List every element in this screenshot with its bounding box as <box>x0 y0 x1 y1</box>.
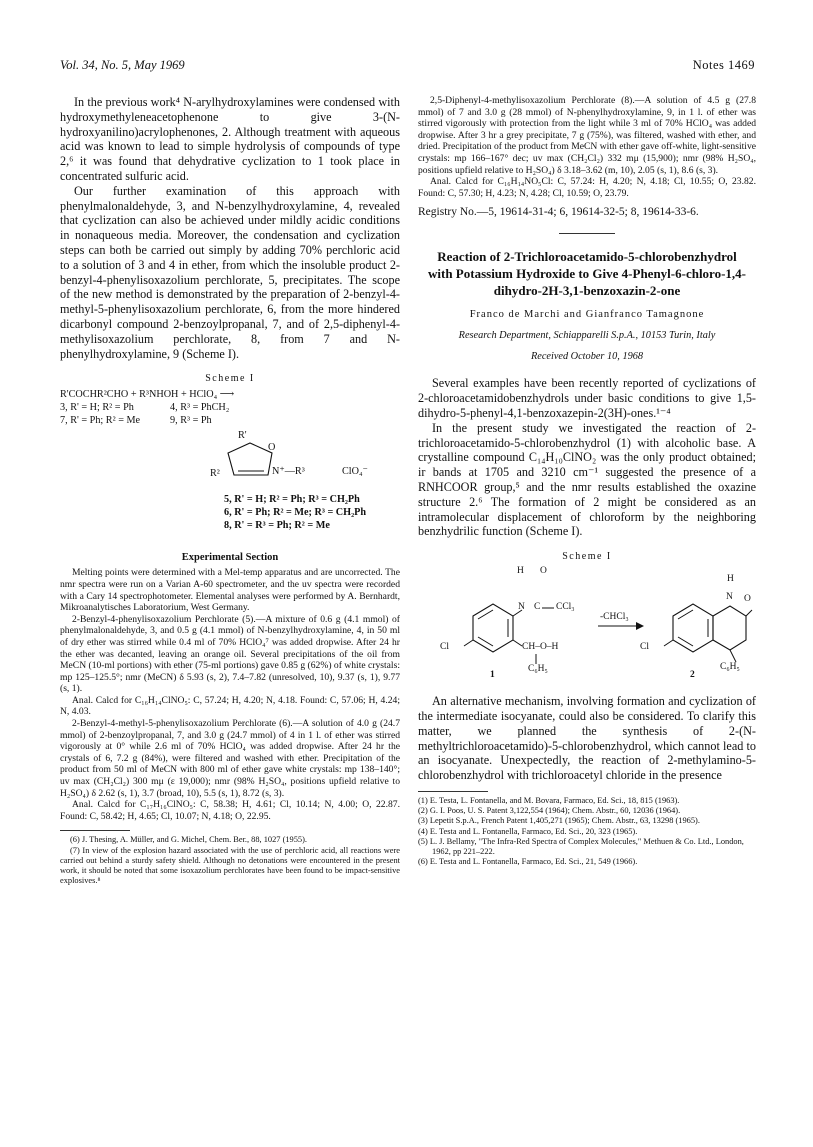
ring-substituent: R² <box>210 468 220 480</box>
scheme-title: Scheme I <box>562 551 612 563</box>
atom-label: CH–O–H <box>522 642 559 653</box>
footnote-rule <box>418 791 488 792</box>
reference-list <box>418 796 756 867</box>
scheme-reagent-label: 7, R' = Ph; R² = Me <box>60 415 141 427</box>
author-affiliation: Research Department, Schiapparelli S.p.A., 10153 Turin, Italy <box>458 330 716 342</box>
article-authors: Franco de Marchi and Gianfranco Tamagnone <box>469 309 705 321</box>
registry-numbers: Registry No.—5, 19614-31-4; 6, 19614-32-5; 8, 19614-33-6. <box>418 206 699 219</box>
paragraph: In the present study we investigated the reaction of 2-trichloroacetamido-5-chlorobenzhydrol (1) with alcoholic base. A crystalline compound C₁₄H₁₀ClNO₂ was the only product obtained; ir bands at 1705 and 3210 cm⁻¹ suggested the presence of a RNHCOOR group,⁵ and the nmr results established the oxazine structure 2.⁶ The formation of 2 might be considered as an intramolecular displacement of chloroform by the neighboring benzhydrilic function (Scheme I). <box>418 420 756 539</box>
paragraph: Melting points were determined with a Mel-temp apparatus and are uncorrected. The nmr spectra were run on a Varian A-60 spectrometer, and the uv spectra were recorded with a Cary 14 spectrophotometer. Elemental analyses were performed by A. Bernhardt, Mikroanalytisches Laboratorium, West Germany. <box>60 567 400 614</box>
paragraph: Our further examination of this approach with phenylmalonaldehyde, 3, and N-benzylhydroxylamine, 4, revealed that cyclization can also be achieved under mildly acidic conditions in nonaqueous media. Moreover, the condensation and cyclization steps can both be carried out simply by adding 70% perchloric acid to a solution of 3 and 4 in ether, from which the insoluble product 2-benzyl-4-phenylisoxazolium perchlorate, 5, precipitates. The scope of the new method is demonstrated by the preparation of 2-benzyl-4-methyl-5-phenylisoxazolium perchlorate, 6, from the more hindered dicarbonyl compound 2-benzoylpropanal, 7, and of 2,5-diphenyl-4-methylisoxazolium perchlorate, 8, from 7 and N-phenylhydroxylamine, 9 (Scheme I). <box>60 183 400 361</box>
atom-label: Cl <box>640 642 649 653</box>
running-header-volume: Vol. 34, No. 5, May 1969 <box>60 58 185 72</box>
reference-item: (5) L. J. Bellamy, "The Infra-Red Spectra of Complex Molecules," Methuen & Co. Ltd., London, 1962, pp 221–222. <box>418 836 744 856</box>
scheme-equation: R'COCHR²CHO + R³NHOH + HClO₄ ⟶ <box>60 389 235 401</box>
paragraph: Anal. Calcd for C₁₇H₁₆ClNO₅: C, 58.38; H, 4.61; Cl, 10.14; N, 4.00; O, 22.87. Found: C, 58.42; H, 4.65; Cl, 10.07; N, 4.18; O, 22.95. <box>60 799 400 822</box>
atom-label: C <box>534 602 541 613</box>
atom-label: CCl₃ <box>556 602 575 613</box>
compound-number: 2 <box>690 670 695 681</box>
atom-label: N <box>726 592 733 603</box>
article-title: Reaction of 2-Trichloroacetamido-5-chlorobenzhydrol with Potassium Hydroxide to Give 4-Phenyl-6-chloro-1,4-dihydro-2H-3,1-benzoxazin-2-one <box>428 249 747 299</box>
ring-atom: O <box>268 442 276 454</box>
product-label: 5, R' = H; R² = Ph; R³ = CH₂Ph <box>224 494 360 506</box>
isoxazolium-ring-structure <box>60 429 400 493</box>
paragraph: 2-Benzyl-4-methyl-5-phenylisoxazolium Perchlorate (6).—A solution of 4.0 g (24.7 mmol) of 2-benzoylpropanal, 7, and 3.0 g (24.7 mmol) of 4 in 1 l. of ether was stirred vigorously at 0° while 2.6 ml of 70% HClO₄ was added dropwise. After 24 hr the crystals of 6, 7.2 g (84%), were filtered and washed with ether. Precipitation of the product from 50 ml of MeCN with 800 ml of ether gave white crystals: mp 138–140°; uv max (CH₂Cl₂) 300 mμ (ε 19,000); nmr (98% H₂SO₄, positions upfield relative to H₂SO₄) δ 2.62 (s, 1), 3.7 (broad, 10), 5.5 (s, 1), 8.72 (s, 3). <box>60 718 400 799</box>
reaction-condition: -CHCl₃ <box>600 612 629 623</box>
right-column <box>418 95 756 867</box>
counter-ion: ClO₄⁻ <box>342 466 368 478</box>
atom-label: H <box>517 566 524 577</box>
section-heading: Experimental Section <box>181 552 279 564</box>
paragraph: An alternative mechanism, involving formation and cyclization of the intermediate isocyanate, could also be considered. To clarify this matter, we planned the synthesis of 2-(N-methyltrichloroacetamido)-5-chlorobenzhydrol, which cannot lead to an isocyanate. Unexpectedly, the reaction of 2-methylamino-5-chlorobenzhydrol with trichloroacetyl chloride in the presence <box>418 694 756 783</box>
paragraph: Anal. Calcd for C₁₆H₁₄ClNO₅: C, 57.24; H, 4.20; N, 4.18. Found: C, 57.06; H, 4.24; N, 4.03. <box>60 694 400 718</box>
reference-item: (1) E. Testa, L. Fontanella, and M. Bovara, Farmaco, Ed. Sci., 18, 815 (1963). <box>418 795 680 805</box>
atom-label: N <box>518 602 525 613</box>
scheme-reagent-label: 3, R' = H; R² = Ph <box>60 402 134 414</box>
reference-item: (6) E. Testa and L. Fontanella, Farmaco, Ed. Sci., 21, 549 (1966). <box>418 857 638 867</box>
atom-label: C₆H₅ <box>720 662 740 673</box>
benzoxazinone-reaction-structure <box>418 566 756 686</box>
paragraph: 2,5-Diphenyl-4-methylisoxazolium Perchlorate (8).—A solution of 4.5 g (27.8 mmol) of 7 and 3.0 g (28 mmol) of N-phenylhydroxylamine, 9, in 1 l. of ether was stirred vigorously with protection from the light while 3 ml of 70% HClO₄ was added dropwise. After 3 hr a grey precipitate, 7 g (75%), was filtered, washed with ether, and dried. Precipitation of the product from MeCN with ether gave off-white, light-sensitive crystals: mp 166–167° dec; uv max (CH₂Cl₂) 332 mμ (15,900); nmr (98% H₂SO₄, positions upfield relative to H₂SO₄) δ 3.18–3.62 (m, 10), 2.05 (s, 1), 8.6 (s, 3). <box>418 95 756 176</box>
product-label: 8, R' = R³ = Ph; R² = Me <box>224 520 330 532</box>
paragraph: Several examples have been recently reported of cyclizations of 2-chloroacetamidobenzhydrols under basic conditions to give 1,5-dihydro-5-phenyl-4,1-benzoxazepin-2(3H)-ones.¹⁻⁴ <box>418 376 756 420</box>
footnote: (7) In view of the explosion hazard associated with the use of perchloric acid, all reactions were carried out behind a sturdy safety shield. Although no detonations were encountered in the present work, it should be noted that some isoxazolium perchlorates have been found to be impact-sensitive explosives.⁸ <box>60 845 400 886</box>
scheme-reagent-label: 4, R³ = PhCH₂ <box>170 402 230 414</box>
left-column <box>60 95 400 886</box>
paragraph: In the previous work⁴ N-arylhydroxylamines were condensed with hydroxymethyleneacetophenone to give 3-(N-hydroxyanilino)acrylophenones, 2. Although treatment with aqueous acid was known to lead to simple hydrolysis of compounds of type 2,⁶ it was found that dehydrative cyclization to 1 took place in concentrated sulfuric acid. <box>60 95 400 183</box>
footnote-rule <box>60 830 130 831</box>
scheme-1-right <box>418 566 756 686</box>
reference-item: (3) Lepetit S.p.A., French Patent 1,405,271 (1965); Chem. Abstr., 63, 13298 (1965). <box>418 816 700 826</box>
scheme-1-left <box>60 388 400 532</box>
atom-label: O <box>744 594 751 605</box>
scheme-reagent-label: 9, R³ = Ph <box>170 415 212 427</box>
atom-label: Cl <box>440 642 449 653</box>
product-label: 6, R' = Ph; R² = Me; R³ = CH₂Ph <box>224 507 367 519</box>
article-divider <box>559 233 615 234</box>
footnote: (6) J. Thesing, A. Müller, and G. Michel, Chem. Ber., 88, 1027 (1955). <box>70 835 308 845</box>
paragraph: 2-Benzyl-4-phenylisoxazolium Perchlorate (5).—A mixture of 0.6 g (4.1 mmol) of phenylmalonaldehyde, 3, and 0.5 g (4.1 mmol) of N-benzylhydroxylamine, 4, in 50 ml of dry ether was stirred while 0.4 ml of 70% HClO₄⁷ was added dropwise. After 24 hr the ether was decanted, leaving an orange oil. Several precipitations of the oil from MeCN (10-ml portions) with ether (75-ml portions) gave 0.85 g (62%) of white crystals: mp 125–125.5°; nmr (MeCN) δ 5.93 (s, 2), 7.4–7.82 (unresolved, 10), 9.37 (s, 1), 9.77 (s, 1). <box>60 613 400 695</box>
compound-number: 1 <box>490 670 495 681</box>
paragraph: Anal. Calcd for C₁₆H₁₄NO₅Cl: C, 57.24: H, 4.20; N, 4.18; Cl, 10.55; O, 23.82. Found: C, 57.30; H, 4.23; N, 4.28; Cl, 10.59; O, 23.79. <box>418 176 756 199</box>
reference-item: (4) E. Testa and L. Fontanella, Farmaco, Ed. Sci., 20, 323 (1965). <box>418 826 638 836</box>
scheme-title: Scheme I <box>205 373 255 385</box>
running-header-page: Notes 1469 <box>692 58 755 72</box>
reference-item: (2) G. I. Poos, U. S. Patent 3,122,554 (1964); Chem. Abstr., 60, 12036 (1964). <box>418 806 681 816</box>
received-date: Received October 10, 1968 <box>530 351 644 363</box>
atom-label: H <box>727 574 734 585</box>
atom-label: C₆H₅ <box>528 664 548 675</box>
atom-label: O <box>540 566 547 577</box>
ring-atom: N⁺—R³ <box>272 466 305 478</box>
ring-substituent: R' <box>238 430 247 442</box>
